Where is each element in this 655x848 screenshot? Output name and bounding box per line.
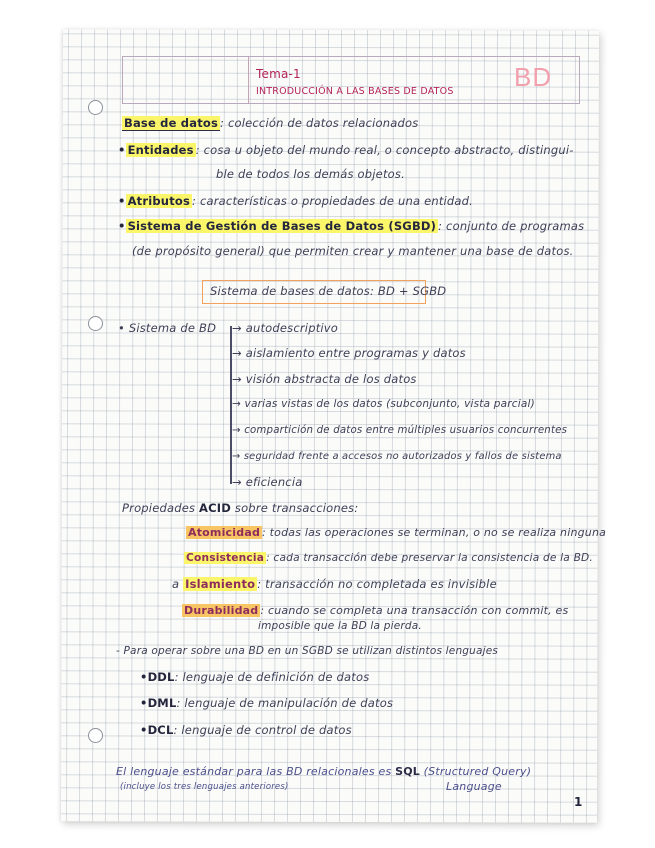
def-durabilidad-cont: imposible que la BD la pierda. <box>258 620 422 632</box>
list-item: autodescriptivo <box>245 321 339 335</box>
formula-text: Sistema de bases de datos: BD + SGBD <box>210 284 447 298</box>
def-aislamiento: : transacción no completada es invisible <box>257 577 497 591</box>
binder-hole-icon <box>88 728 103 743</box>
list-item: eficiencia <box>245 475 303 489</box>
list-item: compartición de datos entre múltiples usuarios concurrentes <box>244 425 568 436</box>
binder-hole-icon <box>88 100 103 115</box>
term-base-datos: Base de datos <box>124 116 219 130</box>
def-sgbd-cont: (de propósito general) que permiten crear y mantener una base de datos. <box>132 244 574 258</box>
def-atomicidad: : todas las operaciones se terminan, o no se realiza ninguna <box>262 526 607 539</box>
def-dml: : lenguaje de manipulación de datos <box>176 696 394 710</box>
term-atomicidad: Atomicidad <box>188 526 261 539</box>
binder-hole-icon <box>88 316 103 331</box>
def-sgbd: : conjunto de programas <box>438 219 585 233</box>
term-aislamiento: Islamiento <box>185 577 256 591</box>
page-number: 1 <box>574 795 583 809</box>
sql-sentence: El lenguaje estándar para las BD relacionales es SQL (Structured Query) <box>116 765 532 778</box>
term-dml: DML <box>147 696 177 710</box>
list-item: varias vistas de los datos (subconjunto, vista parcial) <box>244 398 535 410</box>
term-consistencia: Consistencia <box>186 552 265 564</box>
term-durabilidad: Durabilidad <box>184 604 259 617</box>
def-durabilidad: : cuando se completa una transacción con commit, es <box>260 604 569 617</box>
acid-title: Propiedades ACID sobre transacciones: <box>122 501 359 515</box>
bd-logo: BD <box>514 62 553 92</box>
def-entidades: : cosa u objeto del mundo real, o concepto abstracto, distingui- <box>195 143 574 157</box>
def-base-datos: : colección de datos relacionados <box>220 116 419 130</box>
term-atributos: Atributos <box>127 194 191 208</box>
topic-number: Tema-1 <box>256 67 301 81</box>
list-item: aislamiento entre programas y datos <box>245 346 466 360</box>
def-atributos: : características o propiedades de una entidad. <box>192 194 474 208</box>
term-sgbd: Sistema de Gestión de Bases de Datos (SGBD) <box>127 219 437 233</box>
page-title: INTRODUCCIÓN A LAS BASES DE DATOS <box>256 86 454 97</box>
def-dcl: : lenguaje de control de datos <box>173 723 352 737</box>
lenguajes-intro: - Para operar sobre una BD en un SGBD se utilizan distintos lenguajes <box>116 645 499 657</box>
term-entidades: Entidades <box>127 143 194 157</box>
def-consistencia: : cada transacción debe preservar la consistencia de la BD. <box>266 552 593 564</box>
sql-term: SQL <box>395 765 420 778</box>
def-entidades-cont: ble de todos los demás objetos. <box>216 167 405 181</box>
def-ddl: : lenguaje de definición de datos <box>174 670 370 684</box>
term-dcl: DCL <box>147 723 174 737</box>
sql-note: (incluye los tres lenguajes anteriores) <box>120 782 289 792</box>
sql-language-word: Language <box>446 780 502 793</box>
sistema-bd-label: • Sistema de BD <box>118 321 217 335</box>
list-item: seguridad frente a accesos no autorizados y fallos de sistema <box>243 451 562 462</box>
term-ddl: DDL <box>147 670 175 684</box>
list-item: visión abstracta de los datos <box>245 372 417 386</box>
